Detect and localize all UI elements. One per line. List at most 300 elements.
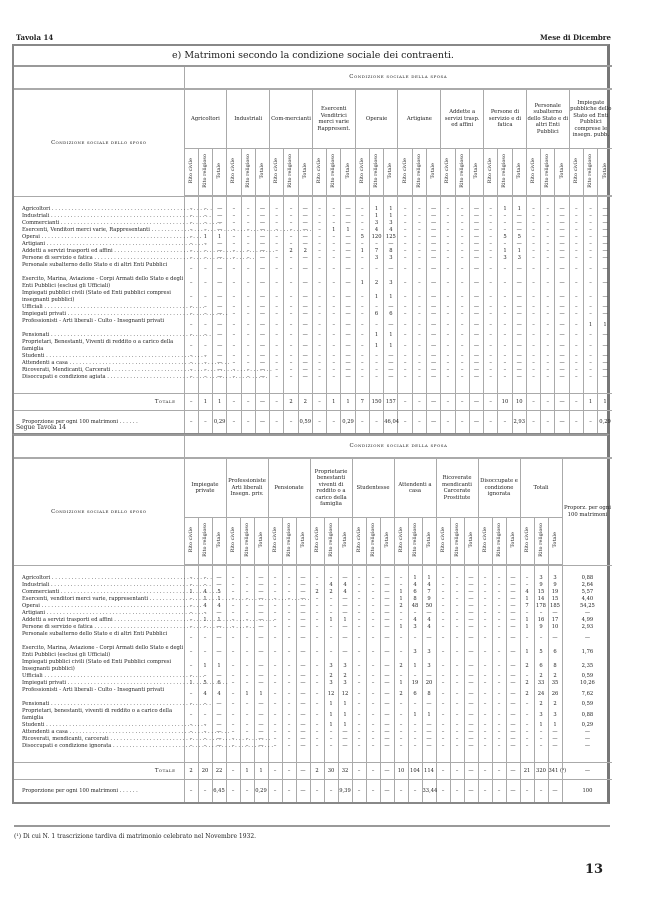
data-cell: –	[455, 311, 469, 318]
rite-label: Rito religioso	[501, 153, 508, 188]
data-cell: –	[412, 318, 426, 332]
data-cell: –	[226, 659, 240, 673]
data-cell: —	[512, 262, 526, 276]
data-cell: 4	[520, 589, 534, 596]
data-cell: —	[506, 582, 520, 589]
data-cell: –	[198, 610, 212, 617]
data-cell: –	[270, 248, 284, 255]
rite-label: Rito religioso	[244, 153, 251, 188]
data-cell: –	[227, 367, 241, 374]
data-cell: —	[341, 213, 355, 220]
data-cell: —	[255, 311, 269, 318]
data-cell: –	[284, 290, 298, 304]
data-cell: —	[598, 304, 612, 311]
data-cell: –	[352, 680, 366, 687]
data-cell: –	[284, 332, 298, 339]
data-cell: –	[492, 603, 506, 610]
data-cell: –	[455, 411, 469, 434]
data-cell: 5,57	[562, 589, 612, 596]
data-cell: –	[455, 290, 469, 304]
data-cell: –	[398, 255, 412, 262]
data-cell: –	[492, 659, 506, 673]
data-cell: –	[240, 722, 254, 729]
data-cell: –	[226, 582, 240, 589]
data-cell: –	[569, 304, 583, 311]
data-cell: —	[255, 411, 269, 434]
row-label	[14, 234, 184, 241]
rite-subheader	[184, 149, 198, 197]
data-cell: —	[427, 262, 441, 276]
rite-subheader	[338, 518, 352, 566]
data-cell: 0,88	[562, 708, 612, 722]
rite-subheader	[198, 518, 212, 566]
rite-label: Totale	[601, 162, 608, 179]
data-cell: 3	[408, 645, 422, 659]
table-row	[14, 575, 612, 582]
rite-label: Rito civile	[397, 526, 404, 553]
data-cell: –	[327, 262, 341, 276]
data-cell: –	[241, 213, 255, 220]
row-label-text: Esercenti, Venditori merci varie, Rappresentanti . . .	[22, 227, 184, 234]
data-cell: 1	[338, 722, 352, 729]
data-cell: –	[352, 729, 366, 736]
data-cell: –	[412, 227, 426, 234]
data-cell: 2	[324, 589, 338, 596]
data-cell: –	[241, 332, 255, 339]
data-cell: —	[598, 213, 612, 220]
data-cell: –	[569, 255, 583, 262]
blank-cell	[324, 565, 338, 575]
data-cell: 2	[394, 659, 408, 673]
data-cell: –	[312, 332, 326, 339]
data-cell: –	[324, 624, 338, 631]
rite-subheader	[498, 149, 512, 197]
blank-cell	[312, 196, 326, 206]
rite-subheader	[270, 149, 284, 197]
rite-label: Totale	[425, 531, 432, 548]
data-cell: 1	[324, 722, 338, 729]
data-cell: –	[227, 234, 241, 241]
data-cell: –	[541, 290, 555, 304]
data-cell: –	[270, 276, 284, 290]
data-cell: 7	[369, 248, 383, 255]
rite-label: Totale	[258, 162, 265, 179]
data-cell: –	[184, 411, 198, 434]
data-cell: –	[327, 318, 341, 332]
blank-cell	[541, 196, 555, 206]
data-cell: –	[312, 367, 326, 374]
data-cell: –	[492, 687, 506, 701]
data-cell: 4	[408, 617, 422, 624]
table-row	[14, 603, 612, 610]
data-cell: —	[598, 234, 612, 241]
data-cell: –	[526, 339, 540, 353]
blank-cell	[341, 196, 355, 206]
data-cell: –	[478, 603, 492, 610]
data-cell: –	[492, 673, 506, 680]
data-cell: 3	[422, 645, 436, 659]
data-cell: —	[213, 290, 227, 304]
data-cell: —	[338, 736, 352, 743]
data-cell: 1	[240, 687, 254, 701]
table-bottom	[12, 434, 610, 804]
data-cell: –	[282, 631, 296, 645]
rite-subheader	[464, 518, 478, 566]
data-cell: —	[380, 603, 394, 610]
rite-label: Rito religioso	[587, 153, 594, 188]
data-cell: –	[284, 411, 298, 434]
data-cell: —	[212, 610, 226, 617]
data-cell: –	[366, 687, 380, 701]
data-cell: 2	[520, 687, 534, 701]
data-cell: —	[338, 729, 352, 736]
data-cell: 2	[298, 248, 312, 255]
data-cell: –	[369, 367, 383, 374]
title-row	[14, 46, 612, 66]
data-cell: –	[241, 360, 255, 367]
data-cell: –	[412, 290, 426, 304]
data-cell: 1	[520, 617, 534, 624]
data-cell: 1	[520, 645, 534, 659]
data-cell: –	[284, 241, 298, 248]
data-cell: —	[464, 722, 478, 729]
data-cell: –	[436, 680, 450, 687]
rite-subheader	[369, 149, 383, 197]
row-label	[14, 582, 184, 589]
data-cell: —	[506, 680, 520, 687]
stub-blank	[14, 436, 184, 458]
data-cell: –	[455, 304, 469, 311]
data-cell: 20	[198, 763, 212, 780]
stub-blank	[14, 196, 184, 206]
data-cell: –	[441, 234, 455, 241]
data-cell: –	[227, 206, 241, 213]
row-label-text: Proprietari, Benestanti, Viventi di reddito o a carico della famiglia	[22, 339, 174, 352]
data-cell: –	[312, 394, 326, 411]
data-cell: 6,45	[212, 780, 226, 803]
data-cell: –	[366, 624, 380, 631]
data-cell: —	[298, 304, 312, 311]
row-label-text: Attendenti a casa . . .	[22, 360, 184, 367]
data-cell: —	[212, 645, 226, 659]
data-cell: 1	[198, 394, 212, 411]
data-cell: —	[506, 780, 520, 803]
table-row	[14, 339, 612, 353]
data-cell: –	[394, 617, 408, 624]
data-cell: —	[341, 255, 355, 262]
data-cell: –	[541, 353, 555, 360]
blank-cell	[498, 196, 512, 206]
data-cell: 1	[408, 575, 422, 582]
row-label	[14, 248, 184, 255]
row-label	[14, 631, 184, 645]
gap-row	[14, 750, 612, 763]
data-cell: —	[422, 743, 436, 750]
data-cell: —	[555, 206, 569, 213]
data-cell: 3	[512, 255, 526, 262]
data-cell: —	[427, 213, 441, 220]
data-cell: 4	[198, 687, 212, 701]
data-cell: —	[255, 276, 269, 290]
data-cell: —	[555, 367, 569, 374]
data-cell: –	[284, 255, 298, 262]
data-cell: –	[352, 610, 366, 617]
row-label-text: Commercianti . . .	[22, 589, 184, 596]
data-cell: –	[436, 659, 450, 673]
data-cell: —	[512, 227, 526, 234]
data-cell: –	[227, 353, 241, 360]
data-cell: –	[478, 680, 492, 687]
data-cell: –	[455, 234, 469, 241]
data-cell: —	[464, 617, 478, 624]
data-cell: –	[450, 680, 464, 687]
data-cell: –	[227, 220, 241, 227]
data-cell: –	[241, 290, 255, 304]
data-cell: –	[282, 603, 296, 610]
data-cell: –	[270, 262, 284, 276]
data-cell: 1	[198, 617, 212, 624]
data-cell: –	[184, 339, 198, 353]
column-group-header: Ricoverate mendicanti Carcerate Prostitute	[436, 458, 478, 518]
data-cell: –	[226, 729, 240, 736]
data-cell: –	[398, 304, 412, 311]
data-cell: –	[412, 241, 426, 248]
data-cell: —	[296, 617, 310, 624]
data-cell: –	[312, 353, 326, 360]
data-cell: 1	[341, 227, 355, 234]
data-cell: –	[436, 631, 450, 645]
data-cell: —	[506, 596, 520, 603]
data-cell: 12	[338, 687, 352, 701]
data-cell: —	[469, 374, 483, 381]
data-cell: –	[484, 213, 498, 220]
data-cell: –	[484, 290, 498, 304]
data-cell: –	[441, 353, 455, 360]
data-cell: –	[398, 206, 412, 213]
data-cell: 2	[184, 763, 198, 780]
column-group-header: Disoccupate e condizione ignorata	[478, 458, 520, 518]
data-cell: 2	[310, 763, 324, 780]
blank-cell	[341, 381, 355, 394]
data-cell: –	[310, 610, 324, 617]
data-cell: –	[184, 603, 198, 610]
data-cell: —	[213, 206, 227, 213]
data-cell: –	[526, 411, 540, 434]
data-cell: –	[484, 353, 498, 360]
data-cell: —	[254, 680, 268, 687]
row-label-text: Addetti a servizi trasporti ed affini . . .	[22, 617, 184, 624]
data-cell: –	[484, 339, 498, 353]
row-label	[14, 339, 184, 353]
data-cell: 1	[520, 596, 534, 603]
data-cell: –	[198, 304, 212, 311]
data-cell: –	[240, 645, 254, 659]
data-cell: –	[198, 708, 212, 722]
data-cell: —	[506, 624, 520, 631]
data-cell: —	[254, 582, 268, 589]
data-cell: —	[555, 339, 569, 353]
data-cell: –	[498, 332, 512, 339]
data-cell: –	[310, 659, 324, 673]
data-cell: –	[284, 367, 298, 374]
data-cell: –	[284, 353, 298, 360]
data-cell: –	[198, 311, 212, 318]
blank-cell	[198, 381, 212, 394]
data-cell: –	[394, 575, 408, 582]
rite-subheader	[520, 518, 534, 566]
blank-cell	[254, 565, 268, 575]
data-cell: 1	[254, 687, 268, 701]
table-row	[14, 722, 612, 729]
data-cell: –	[436, 617, 450, 624]
data-cell: –	[534, 780, 548, 803]
data-cell: –	[226, 743, 240, 750]
data-cell: —	[555, 304, 569, 311]
rite-label: Rito civile	[572, 157, 579, 184]
data-cell: —	[341, 353, 355, 360]
data-cell: –	[282, 708, 296, 722]
data-cell: –	[227, 262, 241, 276]
blank-cell	[384, 381, 398, 394]
data-cell: —	[427, 276, 441, 290]
data-cell: —	[298, 213, 312, 220]
data-cell: –	[227, 411, 241, 434]
data-cell: 1	[534, 722, 548, 729]
data-cell: –	[583, 311, 597, 318]
data-cell: –	[583, 304, 597, 311]
rite-label: Totale	[215, 531, 222, 548]
blank-cell	[366, 565, 380, 575]
rite-subheader	[548, 518, 562, 566]
data-cell: –	[492, 701, 506, 708]
data-cell: 100	[562, 780, 612, 803]
data-cell: 6	[548, 645, 562, 659]
data-cell: –	[198, 262, 212, 276]
data-cell: –	[282, 743, 296, 750]
data-cell: 3	[548, 708, 562, 722]
data-cell: –	[327, 339, 341, 353]
data-cell: –	[583, 262, 597, 276]
data-cell: –	[526, 206, 540, 213]
blank-cell	[284, 381, 298, 394]
data-cell: –	[268, 575, 282, 582]
data-cell: –	[412, 332, 426, 339]
data-cell: —	[469, 227, 483, 234]
data-cell: 1	[338, 701, 352, 708]
blank-cell	[255, 381, 269, 394]
data-cell: —	[296, 708, 310, 722]
blank-cell	[369, 381, 383, 394]
data-cell: —	[380, 708, 394, 722]
data-cell: –	[282, 589, 296, 596]
data-cell: –	[284, 262, 298, 276]
row-label	[14, 332, 184, 339]
data-cell: –	[324, 743, 338, 750]
data-cell: –	[226, 708, 240, 722]
data-cell: —	[212, 673, 226, 680]
data-cell: –	[240, 659, 254, 673]
data-cell: –	[484, 374, 498, 381]
data-cell: 4,99	[562, 617, 612, 624]
data-cell: –	[240, 610, 254, 617]
table-row	[14, 743, 612, 750]
data-cell: –	[310, 631, 324, 645]
data-cell: –	[412, 276, 426, 290]
data-cell: 10	[394, 763, 408, 780]
data-cell: 6	[384, 311, 398, 318]
data-cell: –	[492, 729, 506, 736]
data-cell: —	[255, 353, 269, 360]
data-cell: —	[341, 290, 355, 304]
blank-cell	[324, 750, 338, 763]
data-cell: –	[484, 311, 498, 318]
data-cell: –	[241, 394, 255, 411]
data-cell: —	[422, 631, 436, 645]
data-cell: –	[227, 318, 241, 332]
data-cell: —	[506, 708, 520, 722]
data-cell: 30	[324, 763, 338, 780]
data-cell: –	[408, 701, 422, 708]
blank-cell	[422, 750, 436, 763]
total-label: Totale	[14, 763, 184, 780]
data-cell: –	[369, 241, 383, 248]
data-cell: 1	[338, 708, 352, 722]
rite-label: Rito civile	[487, 157, 494, 184]
data-cell: —	[338, 610, 352, 617]
data-cell: –	[492, 708, 506, 722]
data-cell: —	[555, 318, 569, 332]
table-row	[14, 617, 612, 624]
data-cell: –	[310, 603, 324, 610]
data-cell: –	[398, 332, 412, 339]
blank-cell	[469, 381, 483, 394]
blank-cell	[450, 565, 464, 575]
rite-subheader	[240, 518, 254, 566]
blank-cell	[184, 381, 198, 394]
data-cell: –	[398, 367, 412, 374]
data-cell: –	[352, 722, 366, 729]
data-cell: –	[450, 624, 464, 631]
rite-subheader	[327, 149, 341, 197]
data-cell: –	[312, 290, 326, 304]
rite-label: Totale	[216, 162, 223, 179]
data-cell: –	[369, 304, 383, 311]
rite-subheader	[384, 149, 398, 197]
data-cell: –	[492, 624, 506, 631]
data-cell: —	[213, 213, 227, 220]
data-cell: –	[498, 262, 512, 276]
data-cell: 5	[498, 234, 512, 241]
data-cell: —	[296, 582, 310, 589]
data-cell: 1	[512, 248, 526, 255]
blank-cell	[226, 565, 240, 575]
data-cell: –	[270, 304, 284, 311]
data-cell: 1	[394, 624, 408, 631]
data-cell: 0,29	[341, 411, 355, 434]
data-cell: –	[450, 617, 464, 624]
data-cell: –	[240, 736, 254, 743]
data-cell: –	[352, 708, 366, 722]
data-cell: 1	[498, 206, 512, 213]
blank-cell	[240, 565, 254, 575]
data-cell: —	[427, 227, 441, 234]
data-cell: —	[380, 743, 394, 750]
data-cell: 1	[598, 394, 612, 411]
data-cell: –	[282, 645, 296, 659]
table-row	[14, 645, 612, 659]
data-cell: –	[355, 304, 369, 311]
data-cell: –	[284, 304, 298, 311]
